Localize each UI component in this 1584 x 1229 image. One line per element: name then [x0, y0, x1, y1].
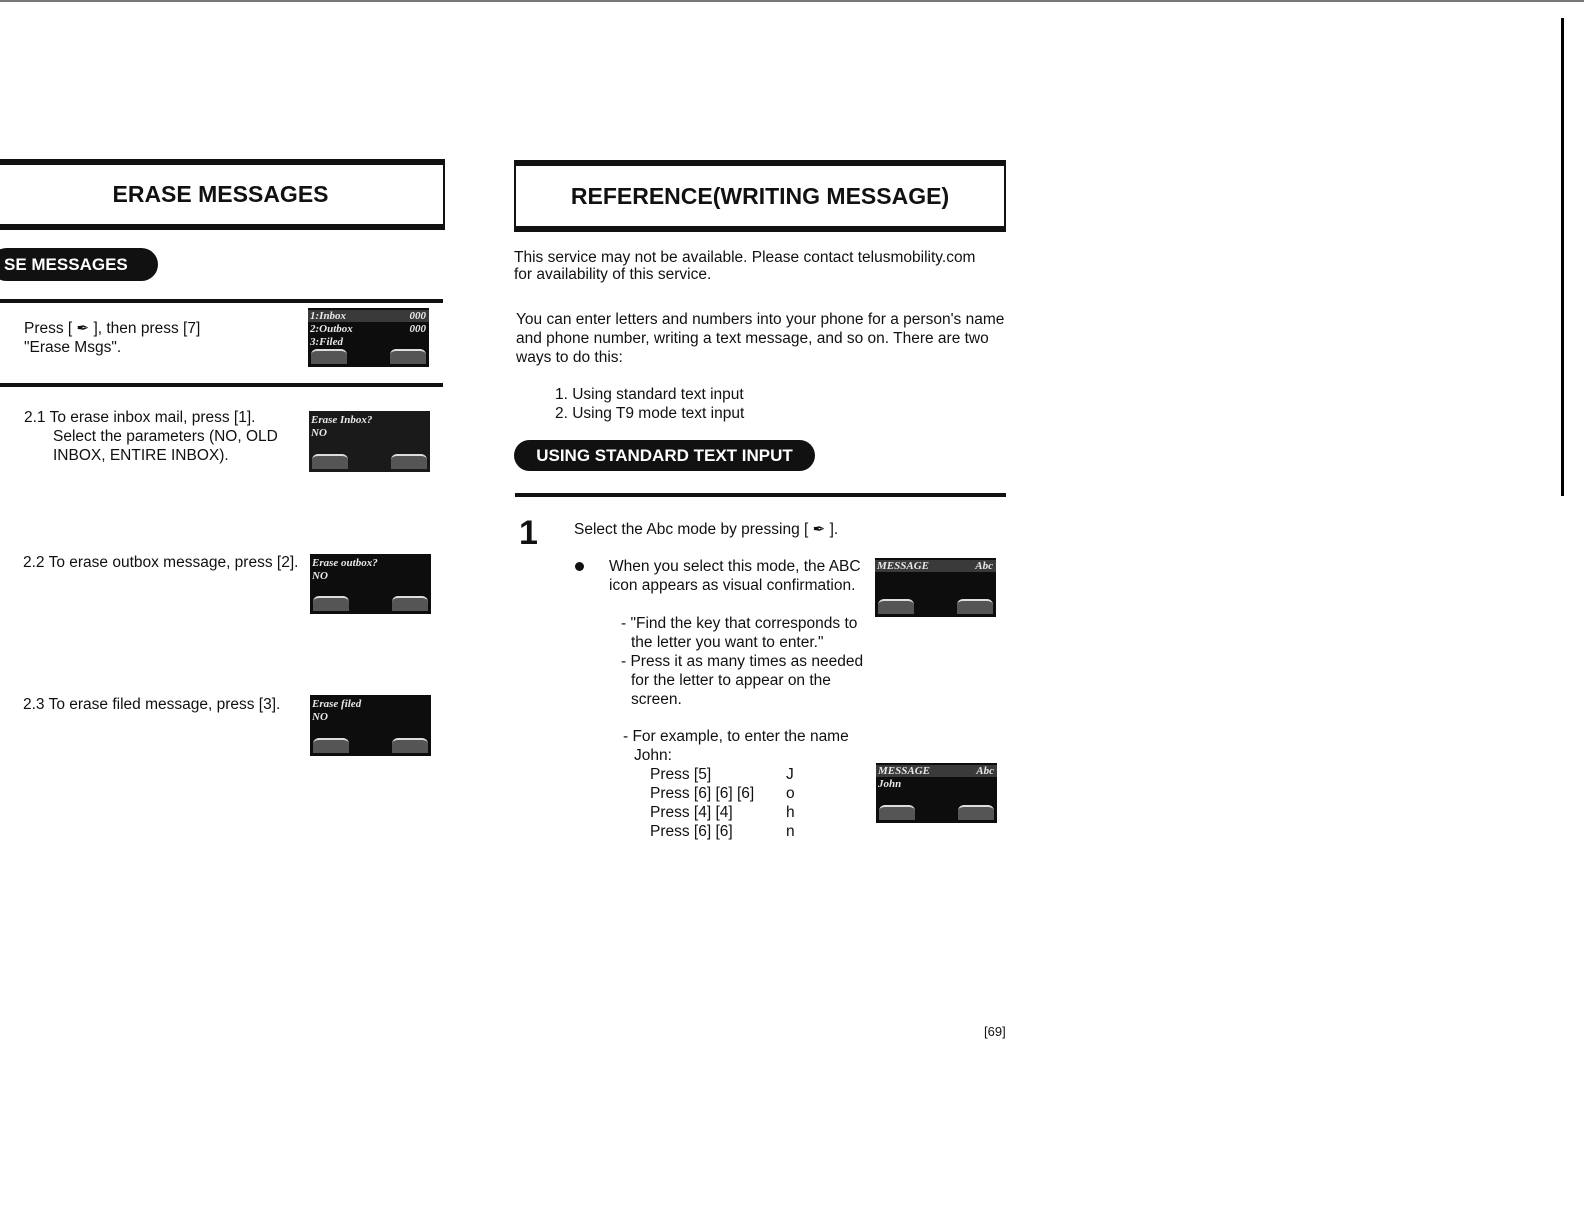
screen-line: 2:Outbox	[310, 323, 353, 335]
screen-line: MESSAGE	[877, 560, 929, 572]
screen-line: NO	[312, 570, 328, 582]
intro-paragraph	[516, 310, 1004, 367]
tip-find-key-line2: the letter you want to enter."	[631, 634, 824, 651]
step-intro-text	[24, 319, 200, 357]
page-edge	[1561, 18, 1564, 496]
right-softkey	[958, 805, 994, 820]
step-instruction-prefix: Select the Abc mode by pressing [	[574, 521, 809, 538]
right-softkey	[957, 599, 993, 614]
right-page-title: REFERENCE(WRITING MESSAGE)	[570, 182, 950, 209]
screen-line: NO	[311, 427, 327, 439]
phone-screen-abc-mode	[875, 558, 996, 617]
step-instruction	[574, 520, 838, 539]
example-letter: o	[786, 785, 795, 802]
bullet-line1: When you select this mode, the ABC	[609, 558, 861, 575]
left-section-pill-label: SE MESSAGES	[4, 254, 128, 274]
input-methods-list	[555, 385, 744, 423]
phone-screen-john	[876, 763, 997, 823]
erase-inbox-line1: 2.1 To erase inbox mail, press [1].	[24, 409, 256, 426]
right-section-pill-label: USING STANDARD TEXT INPUT	[536, 445, 793, 465]
left-softkey	[878, 599, 914, 614]
screen-line: NO	[312, 711, 328, 723]
bullet-dot-icon	[575, 562, 584, 571]
erase-filed-line1: 2.3 To erase filed message, press [3].	[23, 696, 281, 713]
example-row	[650, 822, 795, 841]
phone-screen-erase-inbox	[309, 411, 430, 472]
notice-line1: This service may not be available. Please contact telusmobility.com	[514, 249, 976, 266]
step-intro-line2: "Erase Msgs".	[24, 339, 122, 356]
phone-screen-message-menu	[308, 308, 429, 367]
pen-nib-icon: ✒	[812, 521, 826, 538]
page-number: [69]	[984, 1024, 1006, 1039]
intro-line1: You can enter letters and numbers into your phone for a person's name	[516, 311, 1005, 328]
screen-mode: Abc	[975, 560, 993, 572]
right-softkey	[390, 349, 426, 364]
screen-line: 1:Inbox	[310, 310, 347, 322]
pen-nib-icon: ✒	[76, 320, 90, 337]
section-rule	[0, 299, 443, 303]
step-intro-prefix: Press [	[24, 320, 73, 337]
left-softkey	[313, 738, 349, 753]
erase-outbox-line1: 2.2 To erase outbox message, press [2].	[23, 554, 299, 571]
screen-line: MESSAGE	[878, 765, 930, 777]
bullet-line2: icon appears as visual confirmation.	[609, 577, 856, 594]
left-title-box	[0, 163, 445, 226]
erase-inbox-text	[24, 408, 278, 465]
screen-line: John	[878, 778, 902, 790]
example-key-sequence	[650, 765, 795, 841]
example-keys: Press [5]	[650, 766, 712, 783]
phone-screen-erase-filed	[310, 695, 431, 756]
example-keys: Press [6] [6]	[650, 823, 733, 840]
bullet-text	[609, 557, 861, 595]
example-row	[650, 765, 795, 784]
example-letter: h	[786, 804, 795, 821]
erase-inbox-line3: INBOX, ENTIRE INBOX).	[53, 447, 229, 464]
step-intro-suffix: ], then press [7]	[93, 320, 201, 337]
tip-find-key	[621, 614, 857, 652]
screen-value: 000	[409, 310, 426, 322]
screen-mode: Abc	[976, 765, 994, 777]
tip-example-line1: - For example, to enter the name	[623, 728, 849, 745]
step-number: 1	[519, 514, 538, 552]
erase-filed-text	[23, 695, 280, 714]
screen-line: Erase Inbox?	[311, 414, 373, 426]
left-section-pill	[0, 248, 158, 281]
tip-example	[623, 727, 849, 765]
tip-press-line3: screen.	[631, 691, 682, 708]
step-instruction-suffix: ].	[829, 521, 839, 538]
tip-find-key-line1: - "Find the key that corresponds to	[621, 615, 858, 632]
example-row	[650, 784, 795, 803]
intro-line3: ways to do this:	[516, 349, 623, 366]
example-row	[650, 803, 795, 822]
left-softkey	[313, 596, 349, 611]
left-softkey	[312, 454, 348, 469]
notice-line2: for availability of this service.	[514, 266, 712, 283]
tip-press-line2: for the letter to appear on the	[631, 672, 831, 689]
screen-line: Erase outbox?	[312, 557, 378, 569]
erase-outbox-text	[23, 553, 298, 572]
screen-line: 3:Filed	[310, 336, 343, 348]
tip-example-line2: John:	[634, 747, 672, 764]
screen-line: Erase filed	[312, 698, 362, 710]
erase-inbox-line2: Select the parameters (NO, OLD	[53, 428, 278, 445]
intro-line2: and phone number, writing a text message, and so on. There are two	[516, 330, 989, 347]
input-method-item: 2. Using T9 mode text input	[555, 405, 745, 422]
service-notice	[514, 249, 975, 283]
section-rule	[0, 383, 443, 387]
right-section-pill	[514, 440, 815, 471]
top-rule	[0, 0, 1584, 2]
input-method-item: 1. Using standard text input	[555, 386, 744, 403]
section-rule	[515, 493, 1006, 497]
right-softkey	[392, 596, 428, 611]
phone-screen-erase-outbox	[310, 554, 431, 614]
tip-press-line1: - Press it as many times as needed	[621, 653, 864, 670]
right-softkey	[391, 454, 427, 469]
example-letter: J	[786, 766, 794, 783]
right-softkey	[392, 738, 428, 753]
example-keys: Press [4] [4]	[650, 804, 733, 821]
example-keys: Press [6] [6] [6]	[650, 785, 755, 802]
left-softkey	[311, 349, 347, 364]
screen-value: 000	[409, 323, 426, 335]
left-softkey	[879, 805, 915, 820]
left-page-title: ERASE MESSAGES	[112, 181, 329, 207]
tip-press-times	[621, 652, 863, 709]
example-letter: n	[786, 823, 795, 840]
right-title-box	[514, 164, 1006, 228]
